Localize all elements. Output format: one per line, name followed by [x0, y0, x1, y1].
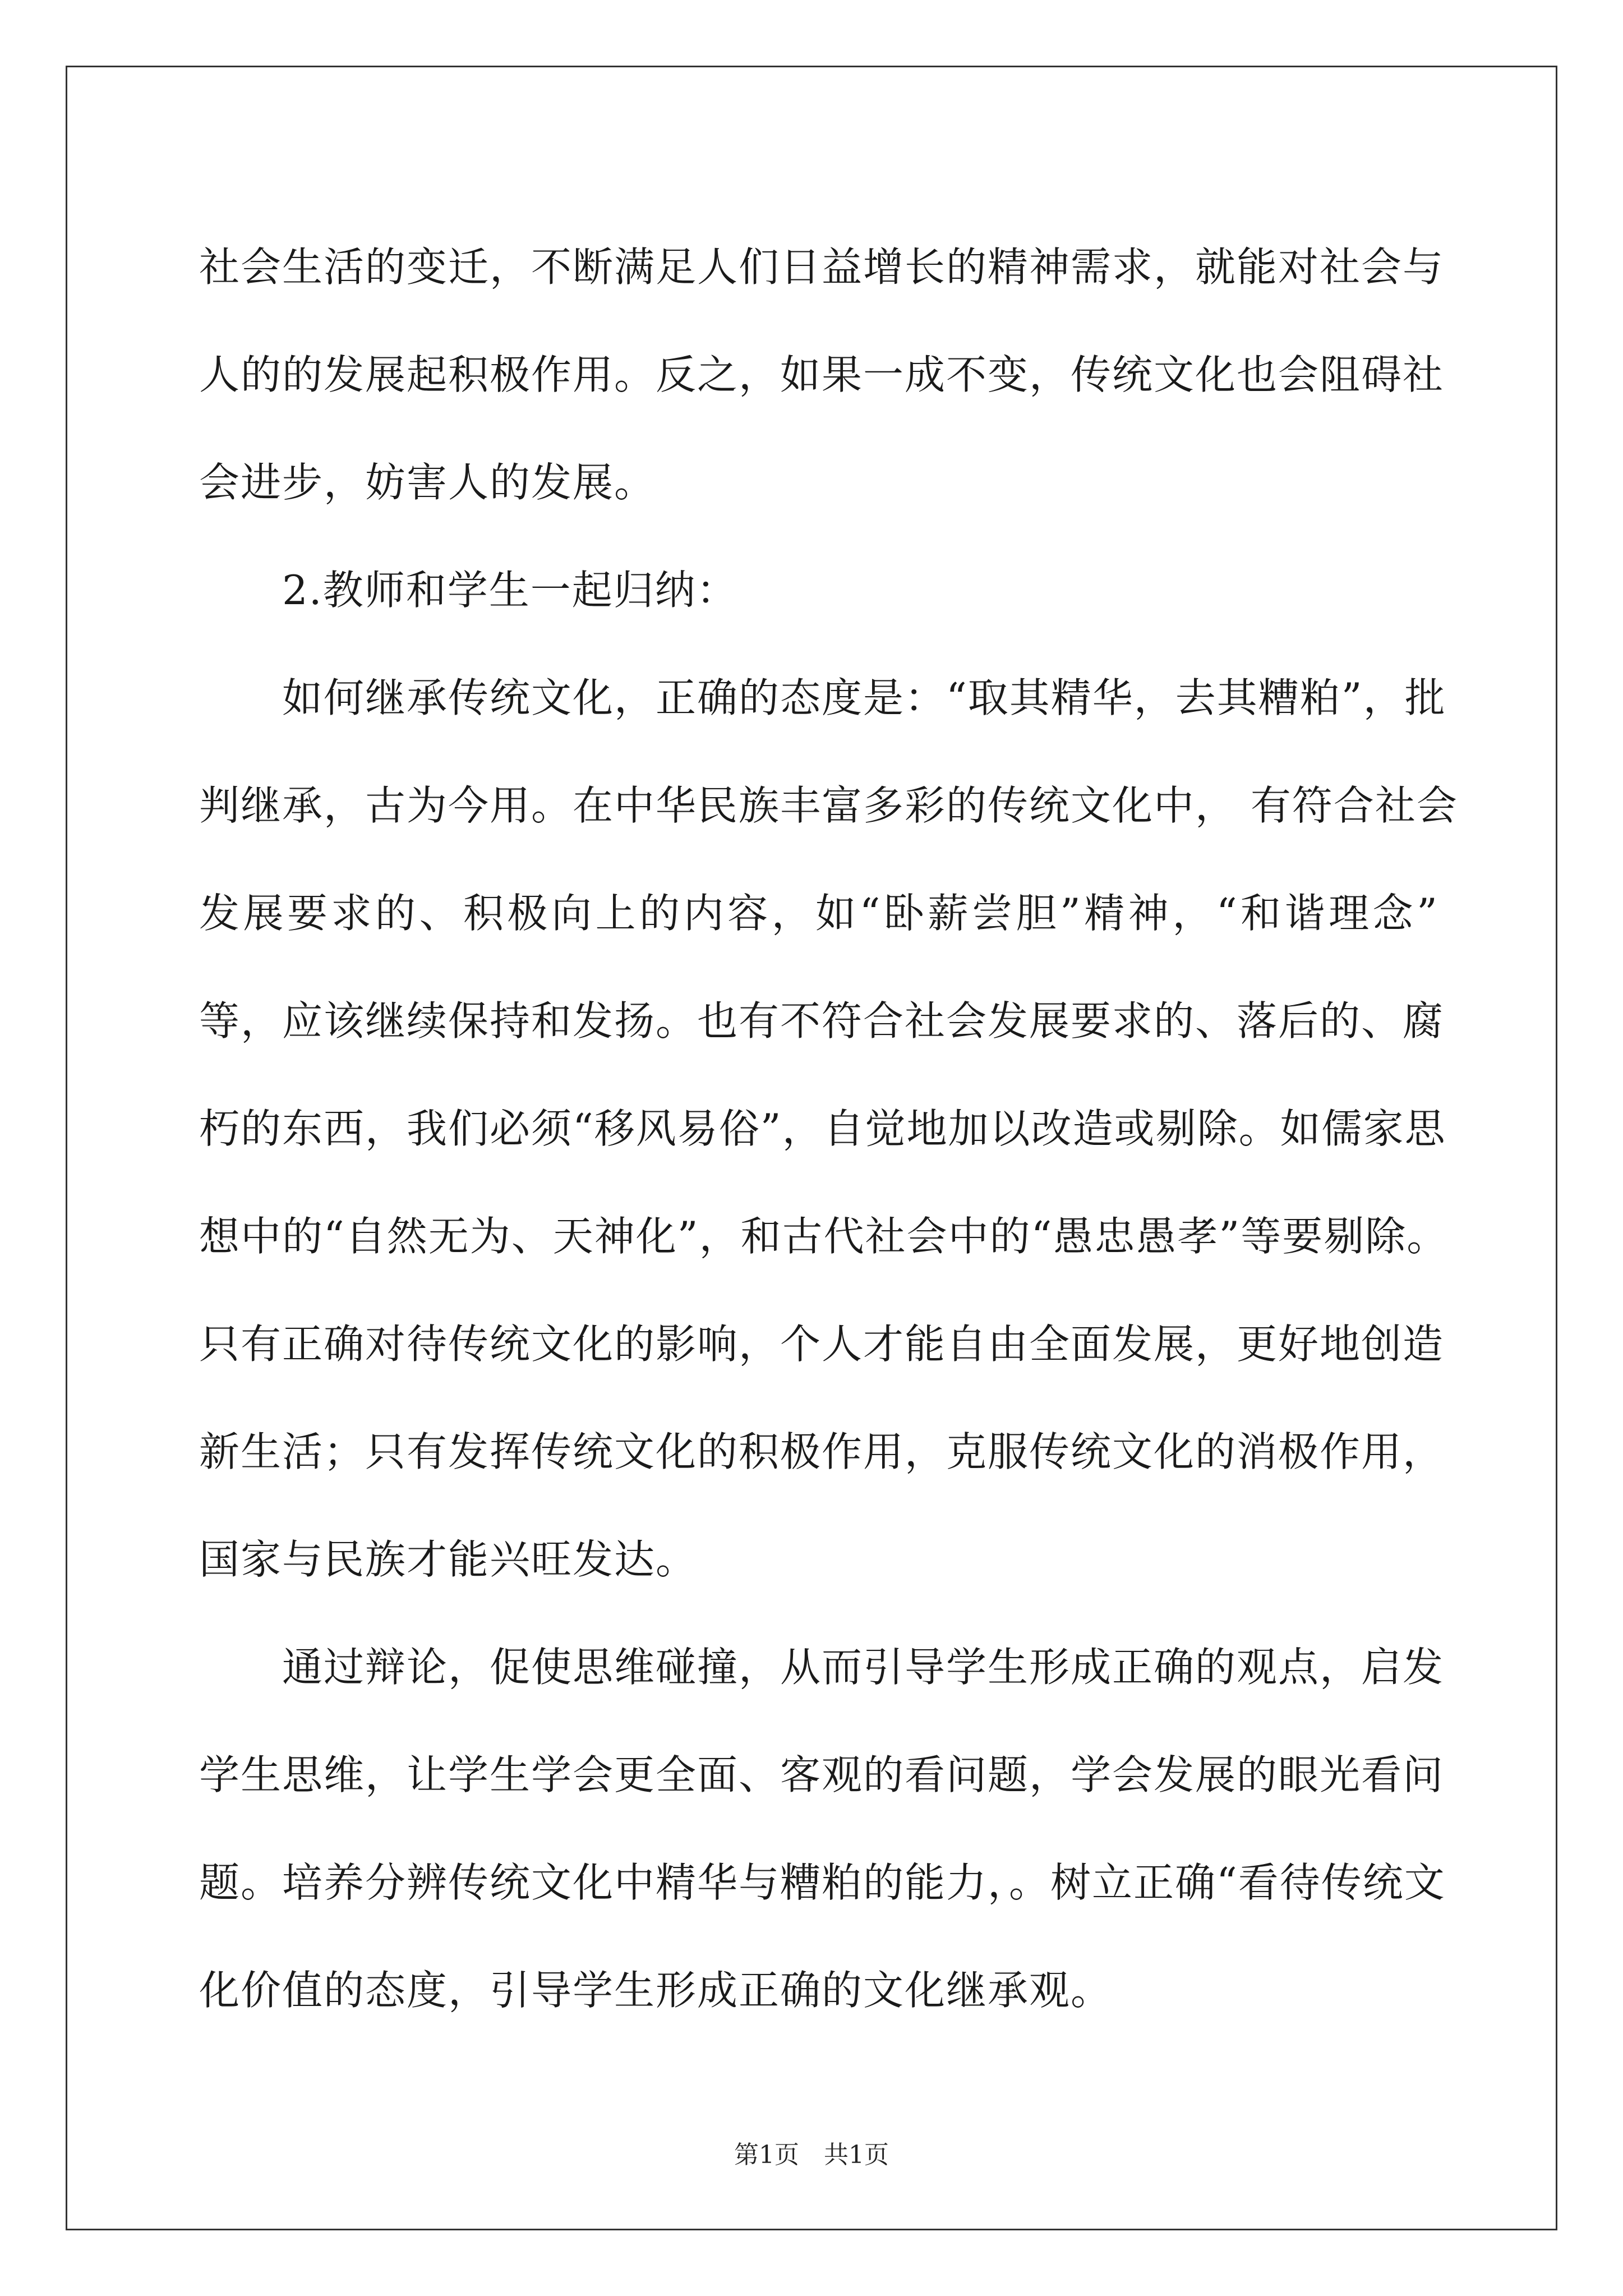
text-line: 通过辩论，促使思维碰撞，从而引导学生形成正确的观点，启发: [282, 1644, 1445, 1691]
text-line: 朽的东西，我们必须“移风易俗”，自觉地加以改造或剔除。如儒家思: [199, 1105, 1446, 1152]
text-line: 社会生活的变迁，不断满足人们日益增长的精神需求，就能对社会与: [199, 243, 1445, 291]
text-line: 新生活；只有发挥传统文化的积极作用，克服传统文化的消极作用，: [199, 1428, 1445, 1475]
paragraph: [199, 1613, 1446, 2044]
text-line: 会进步，妨害人的发展。: [199, 459, 656, 506]
text-line: 想中的“自然无为、天神化”，和古代社会中的“愚忠愚孝”等要剔除。: [199, 1213, 1449, 1260]
text-line: 学生思维，让学生学会更全面、客观的看问题，学会发展的眼光看问: [199, 1751, 1445, 1798]
text-line: 题。培养分辨传统文化中精华与糟粕的能力，。树立正确“看待传统文: [199, 1859, 1446, 1906]
text-line: 等，应该继续保持和发扬。也有不符合社会发展要求的、落后的、腐: [199, 997, 1445, 1045]
text-line: 国家与民族才能兴旺发达。: [199, 1536, 698, 1583]
text-line: 人的的发展起积极作用。反之，如果一成不变，传统文化也会阻碍社: [199, 351, 1445, 398]
text-line: 如何继承传统文化，正确的态度是：“取其精华，去其糟粕”，批: [282, 674, 1446, 721]
text-line: 判继承，古为今用。在中华民族丰富多彩的传统文化中， 有符合社会: [199, 782, 1458, 829]
paragraph: [199, 213, 1445, 536]
text-line: 发展要求的、积极向上的内容，如“卧薪尝胆”精神，“和谐理念”: [199, 890, 1438, 937]
page-footer: 第1页 共1页: [734, 2141, 889, 2169]
text-line: 只有正确对待传统文化的影响，个人才能自由全面发展，更好地创造: [199, 1320, 1445, 1368]
paragraph: [199, 536, 1438, 644]
text-line: 2.教师和学生一起归纳：: [282, 567, 738, 614]
document-body: [199, 213, 1458, 2044]
paragraph: [199, 644, 1458, 1613]
text-line: 化价值的态度，引导学生形成正确的文化继承观。: [199, 1967, 1113, 2014]
